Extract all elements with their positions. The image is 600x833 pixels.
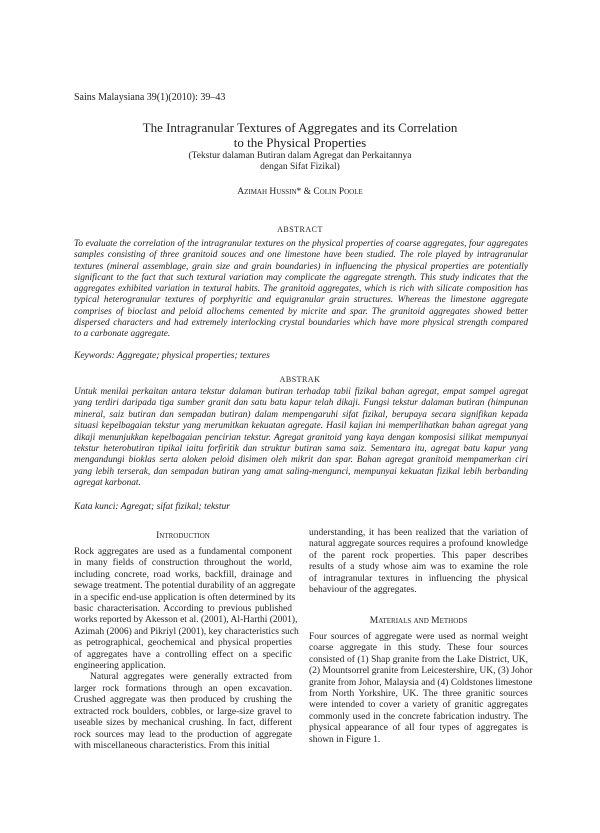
text-line: from North Yorkshire, UK. The three granitic sources	[309, 688, 528, 699]
introduction-heading: Introduction	[156, 531, 210, 541]
methods-heading: Materials and Methods	[369, 616, 468, 626]
text-line: in many fields of construction throughout the world,	[74, 558, 292, 569]
text-line: Untuk menilai perkaitan antara tekstur dalaman butiran terhadap tabii fizikal bahan agregat, empat sampel agregat	[74, 387, 528, 397]
text-line: physical appearance of all four types of aggregates is	[309, 723, 528, 734]
methods-paragraph-1	[309, 632, 533, 746]
text-line: mengandungi bioklas serta aloken peloid disimen oleh mikrit dan spar. Bahan agregat granitoid mempamerkan ciri	[74, 455, 528, 466]
title-line: to the Physical Properties	[233, 135, 367, 150]
text-line: samples consisting of three granitoid souces and one limestone have been studied. The role played by intragranular	[74, 250, 528, 261]
text-line: larger rock formations through an open excavation.	[74, 683, 292, 694]
text-line: natural aggregate sources requires a profound knowledge	[309, 539, 528, 550]
text-line: sewage treatment. The potential durability of an aggregate	[74, 581, 296, 592]
text-line: extracted rock boulders, cobbles, or large-size gravel to	[74, 706, 292, 717]
paper-title	[0, 120, 600, 150]
text-line: including concrete, road works, backfill, drainage and	[74, 569, 292, 580]
text-line: as petrographical, geochemical and physical properties	[74, 638, 292, 649]
text-line: Crushed aggregate was then produced by crushing the	[74, 695, 292, 705]
title-line: The Intragranular Textures of Aggregates and its Correlation	[142, 120, 458, 135]
text-line: behaviour of the aggregates.	[309, 584, 417, 595]
text-line: with miscellaneous characteristics. From this initial	[74, 741, 270, 751]
abstract-body	[74, 239, 528, 341]
text-line: dispersed characters and had extremely interlocking crystal boundaries which have more physical strength compared	[74, 318, 528, 329]
text-line: Rock aggregates are used as a fundamental component	[74, 547, 292, 557]
text-line: yang lebih terserak, dan sempadan butiran yang amat saling-mengunci, mempunyai kekuatan fizikal lebih berbanding	[74, 466, 528, 477]
subtitle-line: (Tekstur dalaman Butiran dalam Agregat dan Perkaitannya	[188, 151, 412, 161]
text-line: textures (mineral assemblage, grain size and grain boundaries) in influencing the physical properties are potentially	[74, 261, 528, 272]
text-line: consisted of (1) Shap granite from the Lake District, UK,	[309, 654, 528, 665]
abstract-heading: ABSTRACT	[277, 225, 323, 234]
text-line: rock sources may lead to the production of aggregate	[74, 729, 292, 740]
text-line: coarse aggregate in this study. These four sources	[309, 643, 528, 654]
text-line: in a specific end-use application is often determined by its	[74, 592, 296, 603]
text-line: of aggregates have a controlling effect on a specific	[74, 649, 292, 660]
abstrak-keywords: Kata kunci: Agregat; sifat fizikal; tekstur	[74, 502, 230, 512]
abstract-keywords: Keywords: Aggregate; physical properties; textures	[74, 351, 270, 361]
introduction-paragraph-2	[74, 672, 292, 753]
text-line: useable sizes by mechanical crushing. In fact, different	[74, 718, 292, 728]
text-line: works reported by Akesson et al. (2001), Al-Harthi (2001),	[74, 615, 298, 626]
text-line: understanding, it has been realized that the variation of	[309, 528, 528, 538]
journal-header: Sains Malaysiana 39(1)(2010): 39–43	[74, 92, 226, 103]
text-line: commonly used in the concrete fabrication industry. The	[309, 711, 528, 722]
text-line: typical heterogranular textures of porphyritic and equigranular grain structures. Whereas the limestone aggregate	[74, 295, 528, 306]
text-line: Four sources of aggregate were used as normal weight	[309, 632, 528, 642]
abstrak-body	[74, 387, 528, 490]
introduction-paragraph-1	[74, 547, 299, 672]
subtitle-line: dengan Sifat Fizikal)	[260, 162, 340, 172]
text-line: comprises of bioclast and peloid allochems cemented by micrite and spar. The granitoid aggregates showed better	[74, 306, 528, 317]
text-line: significant to the fact that such textural variation may complicate the aggregate strength. This study indicates that the	[74, 272, 528, 283]
abstrak-heading: ABSTRAK	[279, 375, 321, 384]
text-line: to a carbonate aggregate.	[74, 329, 171, 340]
text-line: dikaji menunjukkan kepelbagaian pencirian tekstur. Agregat granitoid yang kaya dengan komposisi silikat mempunyai	[74, 432, 528, 443]
text-line: shown in Figure 1.	[309, 734, 381, 745]
text-line: granite from Johor, Malaysia and (4) Coldstones limestone	[309, 677, 533, 688]
paper-subtitle	[0, 151, 600, 173]
text-line: aggregates exhibited variation in textural habits. The granitoid aggregates, which is rich with silicate composition has	[74, 284, 528, 295]
text-line: were intended to cover a variety of granitic aggregates	[309, 700, 528, 711]
text-line: of intragranular textures in influencing the physical	[309, 573, 528, 584]
text-line: To evaluate the correlation of the intragranular textures on the physical properties of coarse aggregates, four aggregates	[74, 239, 528, 249]
text-line: of the parent rock properties. This paper describes	[309, 550, 528, 561]
text-line: engineering application.	[74, 660, 166, 671]
text-line: tekstur heterobutiran tipikal iaitu forfiritik dan struktur butiran sama saiz. Sementara itu, agregat batu kapur yang	[74, 443, 528, 454]
text-line: agregat karbonat.	[74, 478, 141, 489]
text-line: results of a study whose aim was to examine the role	[309, 562, 528, 573]
text-line: mineral, saiz butiran dan sempadan butiran) dalam mempengaruhi sifat fizikal, berupaya secara signifikan kepada	[74, 409, 528, 420]
text-line: basic characterisation. According to previous published	[74, 603, 292, 614]
text-line: situasi kepelbagaian tekstur yang merumitkan kekuatan agregate. Hasil kajian ini memperlihatkan bahan agregat yang	[74, 421, 528, 432]
authors: Azimah Hussin* & Colin Poole	[237, 187, 363, 197]
introduction-paragraph-3	[309, 528, 528, 596]
text-line: yang terdiri daripada tiga sumber granit dan satu batu kapur telah dikaji. Fungsi tekstur dalaman butiran (himpunan	[74, 398, 528, 409]
text-line: Natural aggregates were generally extracted from	[90, 672, 292, 682]
text-line: (2) Mountsorrel granite from Leicestershire, UK, (3) Johor	[309, 666, 533, 677]
text-line: Azimah (2006) and Pikriyl (2001), key characteristics such	[74, 626, 299, 637]
